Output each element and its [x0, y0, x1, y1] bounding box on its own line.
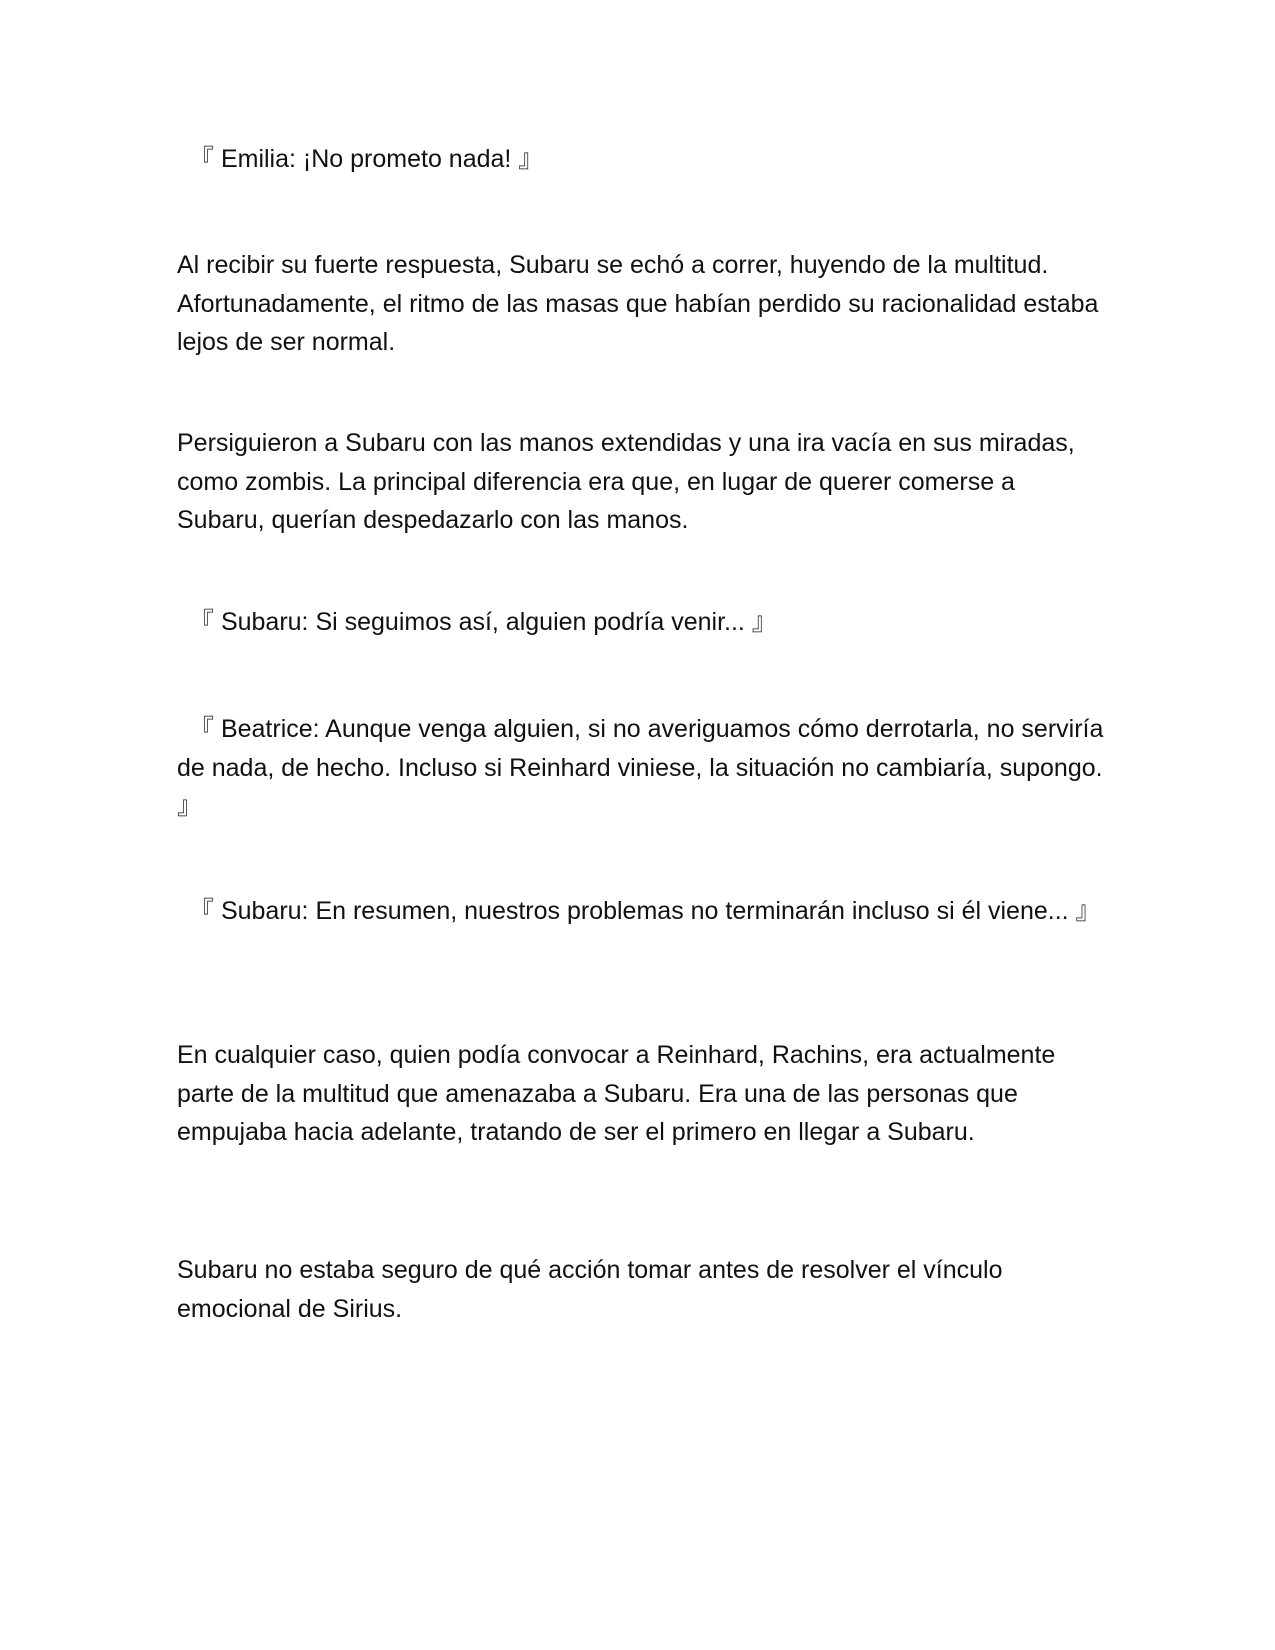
- dialogue-emilia: 『 Emilia: ¡No prometo nada! 』: [189, 145, 544, 173]
- dialogue-beatrice: 『 Beatrice: Aunque venga alguien, si no averiguamos cómo derrotarla, no serviría de nada, de hecho. Incluso si Reinhard viniese, la situación no cambiaría, supongo. 』: [177, 715, 1104, 820]
- dialogue-subaru: 『 Subaru: En resumen, nuestros problemas no terminarán incluso si él viene... 』: [189, 897, 1101, 925]
- narration-paragraph: Persiguieron a Subaru con las manos extendidas y una ira vacía en sus miradas, como zombis. La principal diferencia era que, en lugar de querer comerse a Subaru, querían despedazarlo con las manos.: [177, 429, 1075, 534]
- narration-paragraph: Al recibir su fuerte respuesta, Subaru se echó a correr, huyendo de la multitud. Afortunadamente, el ritmo de las masas que habían perdido su racionalidad estaba lejos de ser normal.: [177, 251, 1099, 356]
- narration-paragraph: En cualquier caso, quien podía convocar a Reinhard, Rachins, era actualmente parte de la multitud que amenazaba a Subaru. Era una de las personas que empujaba hacia adelante, tratando de ser el primero en llegar a Subaru.: [177, 1041, 1056, 1146]
- narration-paragraph: Subaru no estaba seguro de qué acción tomar antes de resolver el vínculo emocional de Sirius.: [177, 1256, 1003, 1323]
- dialogue-subaru: 『 Subaru: Si seguimos así, alguien podría venir... 』: [189, 608, 777, 636]
